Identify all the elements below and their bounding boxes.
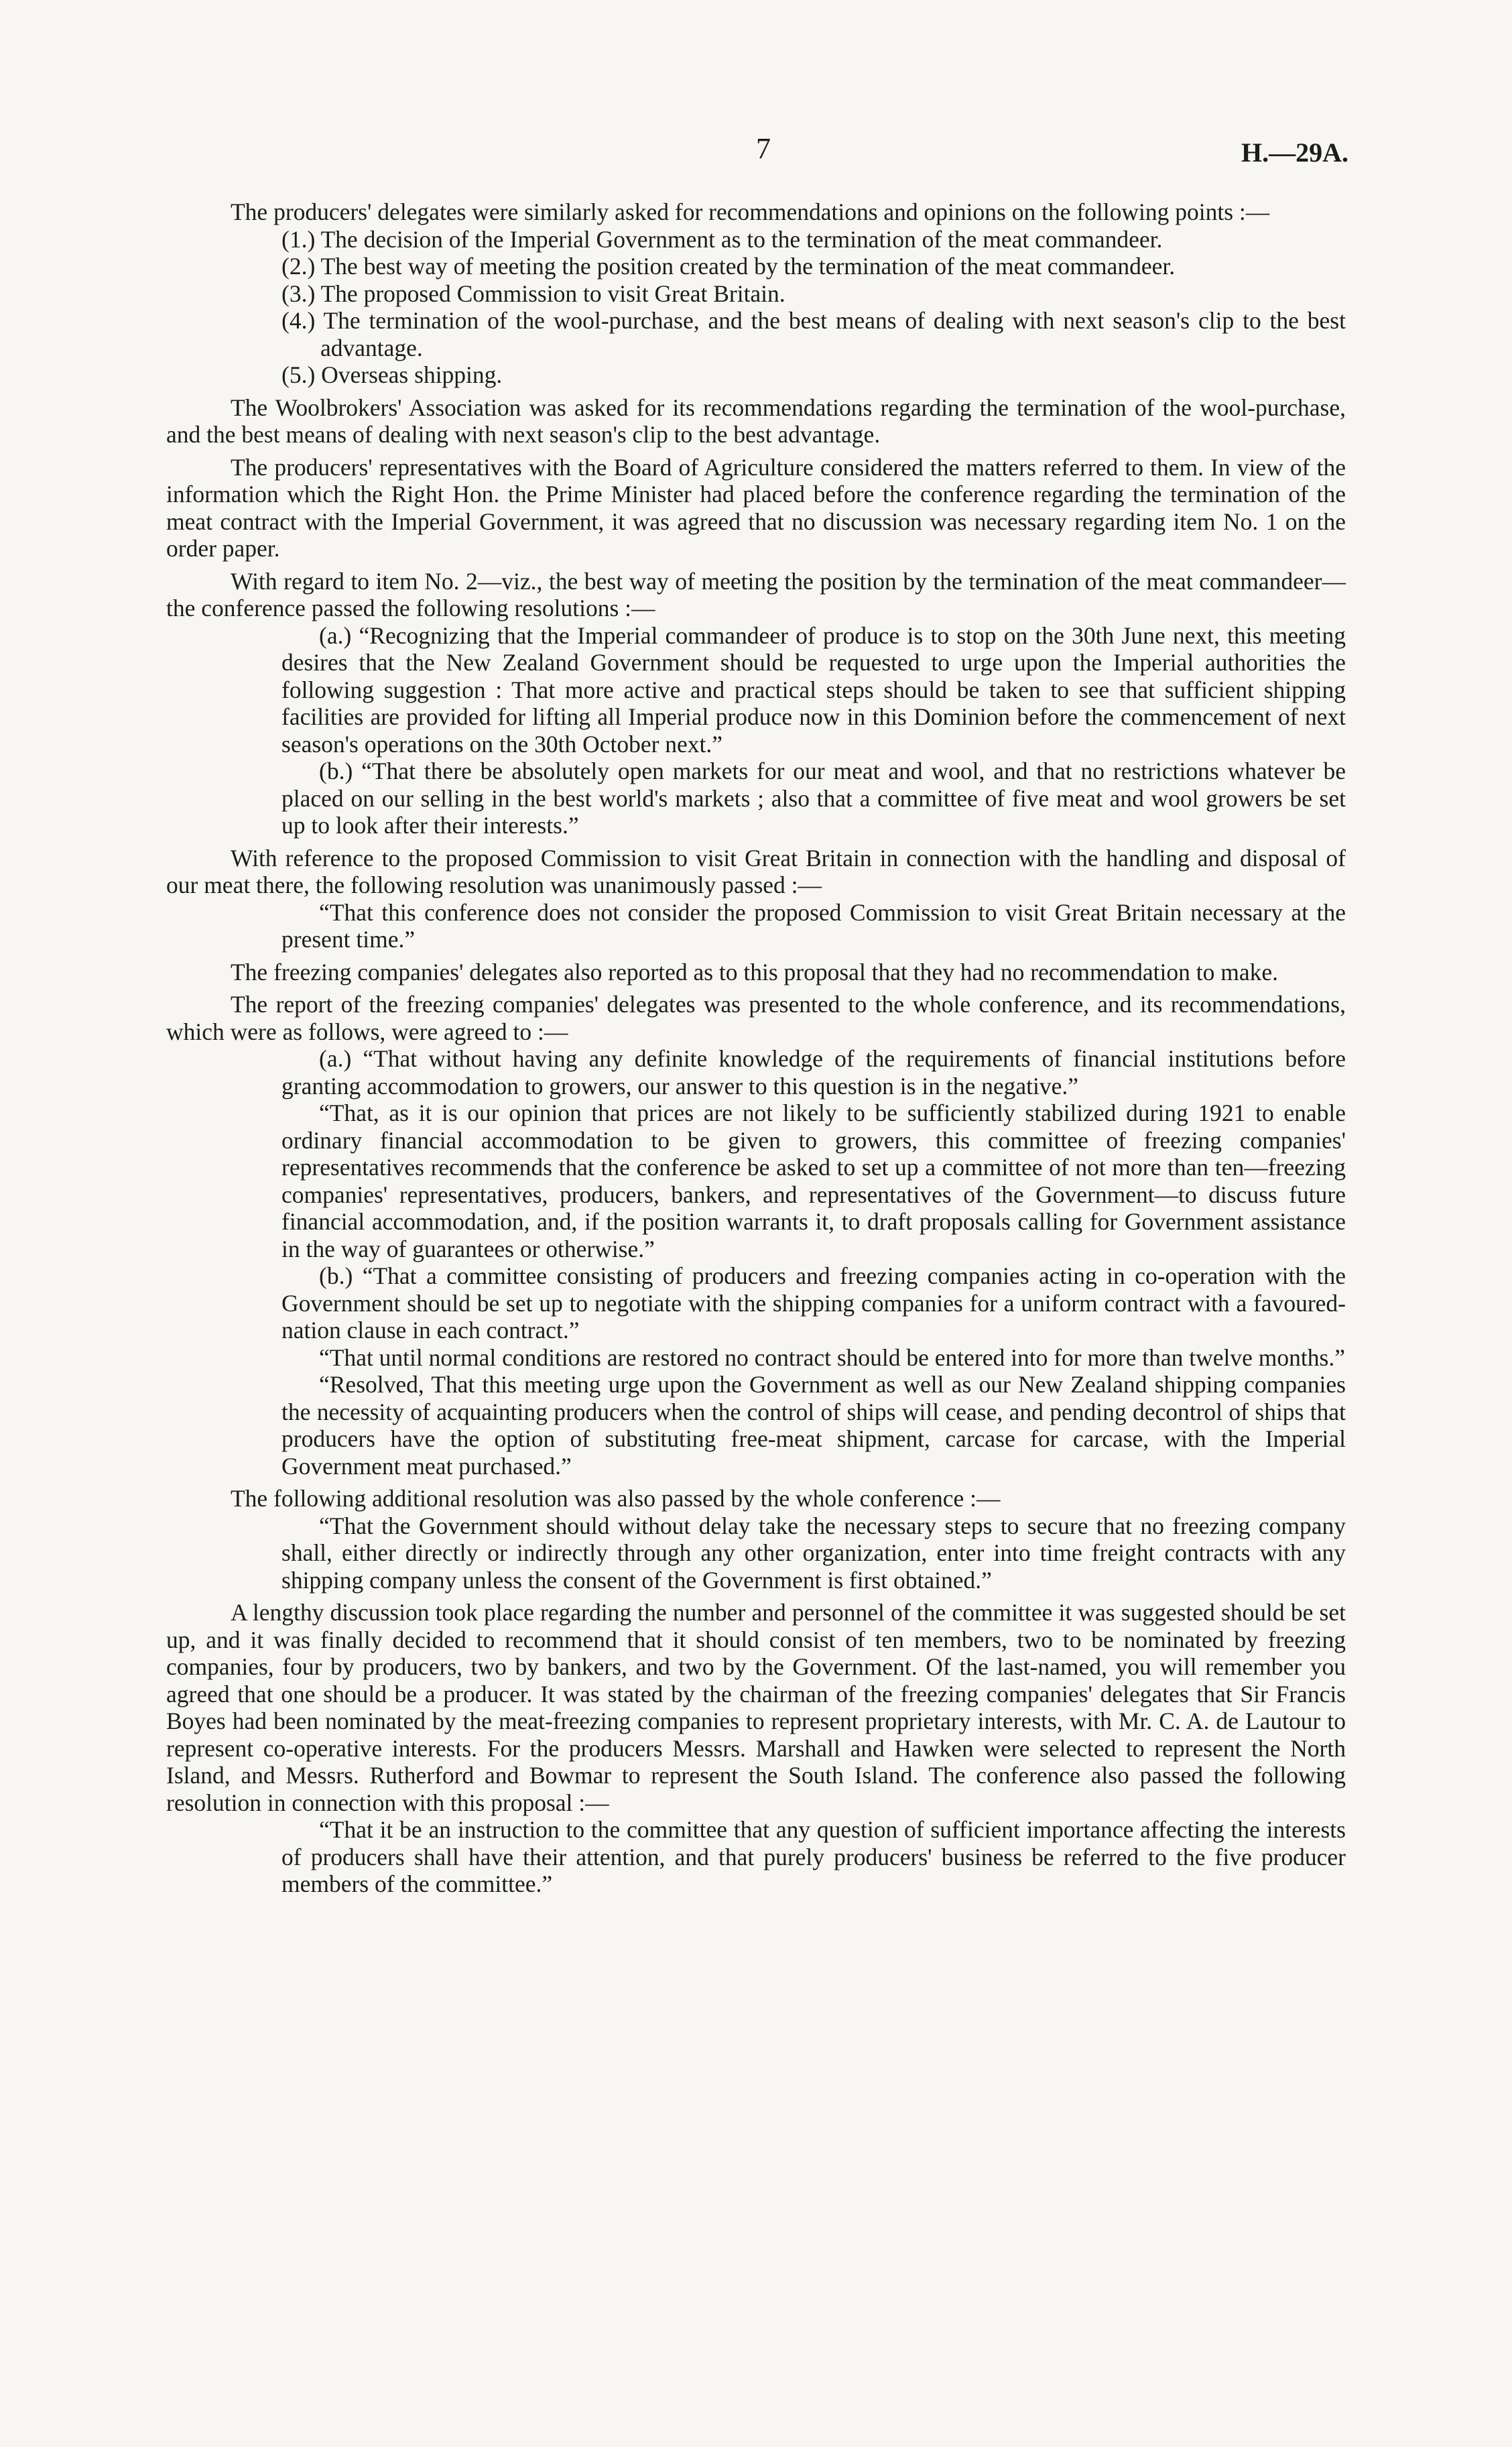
document-reference: H.—29A. <box>1241 137 1348 168</box>
list-item: (5.) Overseas shipping. <box>281 361 503 388</box>
resolution-quote: “That it be an instruction to the committee that any question of sufficient importance affecting the interests of producers shall have their attention, and that purely producers' business be referred to the five producer members of the committee.” <box>281 1816 1346 1897</box>
resolution-quote: “That until normal conditions are restored no contract should be entered into for more than twelve months.” <box>319 1344 1345 1371</box>
list-item: (4.) The termination of the wool-purchase, and the best means of dealing with next season's clip to the best advantage. <box>281 307 1346 361</box>
page-number: 7 <box>756 132 771 165</box>
list-item: (3.) The proposed Commission to visit Great Britain. <box>281 280 785 307</box>
resolution-quote: (a.) “Recognizing that the Imperial commandeer of produce is to stop on the 30th June next, this meeting desires that the New Zealand Government should be requested to urge upon the Imperial authorities the following suggestion : That more active and practical steps should be taken to see that sufficient shipping facilities are provided for lifting all Imperial produce now in this Dominion before the commencement of next season's operations on the 30th October next.” <box>281 621 1346 758</box>
paragraph: The Woolbrokers' Association was asked for its recommendations regarding the termination of the wool-purchase, and the best means of dealing with next season's clip to the best advantage. <box>166 394 1346 448</box>
resolution-quote: “That this conference does not consider the proposed Commission to visit Great Britain necessary at the present time.” <box>281 898 1346 953</box>
paragraph: The producers' delegates were similarly asked for recommendations and opinions on the following points :— <box>231 198 1270 225</box>
paragraph: The producers' representatives with the Board of Agriculture considered the matters referred to them. In view of the information which the Right Hon. the Prime Minister had placed before the conference regarding the termination of the meat contract with the Imperial Government, it was agreed that no discussion was necessary regarding item No. 1 on the order paper. <box>166 453 1346 562</box>
paragraph: A lengthy discussion took place regarding the number and personnel of the committee it was suggested should be set up, and it was finally decided to recommend that it should consist of ten members, two to be nominated by freezing companies, four by producers, two by bankers, and two by the Government. Of the last-named, you will remember you agreed that one should be a producer. It was stated by the chairman of the freezing companies' delegates that Sir Francis Boyes had been nominated by the meat-freezing companies to represent proprietary interests, with Mr. C. A. de Lautour to represent co-operative interests. For the producers Messrs. Marshall and Hawken were selected to represent the North Island, and Messrs. Rutherford and Bowmar to represent the South Island. The conference also passed the following resolution in connection with this proposal :— <box>166 1599 1346 1816</box>
resolution-quote: “Resolved, That this meeting urge upon the Government as well as our New Zealand shipping companies the necessity of acquainting producers when the control of ships will cease, and pending decontrol of ships that producers have the option of substituting free-meat shipment, carcase for carcase, with the Imperial Government meat purchased.” <box>281 1371 1346 1480</box>
list-item: (2.) The best way of meeting the position created by the termination of the meat commandeer. <box>281 253 1176 280</box>
resolution-quote: (a.) “That without having any definite knowledge of the requirements of financial institutions before granting accommodation to growers, our answer to this question is in the negative.” <box>281 1045 1346 1099</box>
resolution-quote: “That the Government should without delay take the necessary steps to secure that no freezing company shall, either directly or indirectly through any other organization, enter into time freight contracts with any shipping company unless the consent of the Government is first obtained.” <box>281 1512 1346 1594</box>
paragraph: The following additional resolution was also passed by the whole conference :— <box>231 1485 1001 1512</box>
paragraph: The report of the freezing companies' delegates was presented to the whole conference, and its recommendations, which were as follows, were agreed to :— <box>166 991 1346 1045</box>
resolution-quote: (b.) “That there be absolutely open markets for our meat and wool, and that no restrictions whatever be placed on our selling in the best world's markets ; also that a committee of five meat and wool growers be set up to look after their interests.” <box>281 758 1346 839</box>
paragraph: With reference to the proposed Commission to visit Great Britain in connection with the handling and disposal of our meat there, the following resolution was unanimously passed :— <box>166 844 1346 898</box>
resolution-quote: “That, as it is our opinion that prices are not likely to be sufficiently stabilized during 1921 to enable ordinary financial accommodation to be given to growers, this committee of freezing companies' representatives recommends that the conference be asked to set up a committee of not more than ten—freezing companies' representatives, producers, bankers, and representatives of the Government—to discuss future financial accommodation, and, if the position warrants it, to draft proposals calling for Government assistance in the way of guarantees or otherwise.” <box>281 1099 1346 1262</box>
resolution-quote: (b.) “That a committee consisting of producers and freezing companies acting in co-operation with the Government should be set up to negotiate with the shipping companies for a uniform contract with a favoured-nation clause in each contract.” <box>281 1262 1346 1344</box>
paragraph: With regard to item No. 2—viz., the best way of meeting the position by the termination of the meat commandeer—the conference passed the following resolutions :— <box>166 567 1346 621</box>
paragraph: The freezing companies' delegates also reported as to this proposal that they had no recommendation to make. <box>231 958 1278 986</box>
list-item: (1.) The decision of the Imperial Government as to the termination of the meat commandeer. <box>281 225 1163 253</box>
document-body <box>166 198 1346 1898</box>
